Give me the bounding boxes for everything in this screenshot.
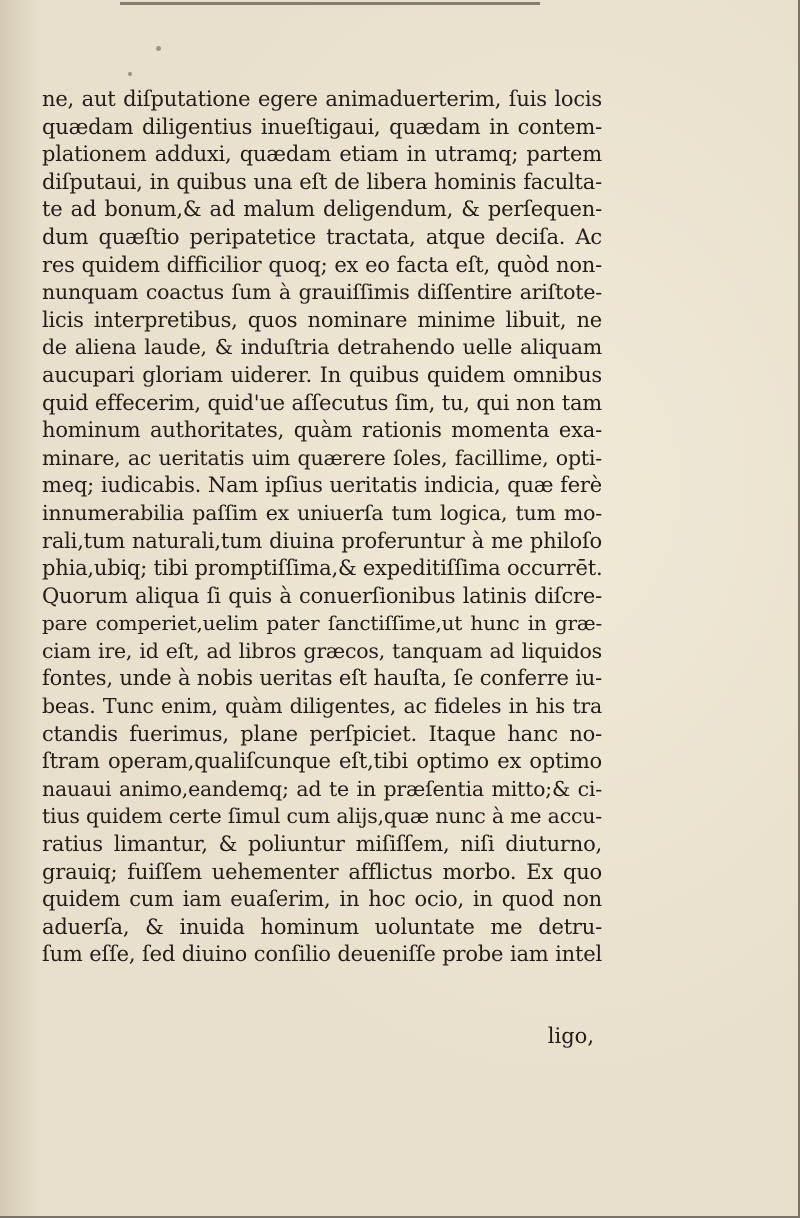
text-line: aucupari gloriam uiderer. In quibus quidem omnibus	[42, 362, 602, 387]
text-line: diſputaui, in quibus una eſt de libera hominis faculta-	[42, 169, 602, 194]
text-line: meq; iudicabis. Nam ipſius ueritatis indicia, quæ ferè	[42, 473, 602, 498]
body-text	[42, 86, 602, 969]
text-line: tius quidem certe ſimul cum alijs,quæ nunc à me accu-	[42, 804, 602, 829]
text-line: pare comperiet,uelim pater ſanctiſſime,ut hunc in græ-	[42, 611, 602, 636]
text-line: fontes, unde à nobis ueritas eſt hauſta, ſe conferre iu-	[42, 666, 602, 691]
ink-speck	[156, 46, 161, 51]
text-line: Quorum aliqua ſi quis à conuerſionibus latinis diſcre-	[42, 583, 602, 608]
top-edge-rule	[120, 2, 540, 5]
text-line: innumerabilia paſſim ex uniuerſa tum logica, tum mo-	[42, 500, 602, 525]
text-line: ctandis fuerimus, plane perſpiciet. Itaque hanc no-	[42, 721, 602, 746]
text-line: phia,ubiq; tibi promptiſſima,& expeditiſſima occurrēt.	[42, 556, 603, 581]
text-line: ſum eſſe, ſed diuino conſilio deueniſſe probe iam intel	[42, 942, 602, 967]
text-line: aduerſa, & inuida hominum uoluntate me detru-	[42, 914, 602, 939]
text-line: dum quæſtio peripatetice tractata, atque deciſa. Ac	[42, 224, 602, 249]
text-line: plationem adduxi, quædam etiam in utramq; partem	[42, 142, 602, 167]
text-line: ſtram operam,qualiſcunque eſt,tibi optimo ex optimo	[42, 749, 602, 774]
text-line: rali,tum naturali,tum diuina proferuntur à me philoſo	[42, 528, 602, 553]
text-line: minare, ac ueritatis uim quærere ſoles, facillime, opti-	[42, 445, 602, 470]
text-line: grauiq; fuiſſem uehementer afflictus morbo. Ex quo	[42, 859, 602, 884]
text-line: quidem cum iam euaſerim, in hoc ocio, in quod non	[42, 887, 602, 912]
text-line: te ad bonum,& ad malum deligendum, & perſequen-	[42, 197, 602, 222]
text-line: de aliena laude, & induſtria detrahendo uelle aliquam	[42, 335, 602, 360]
text-line: nunquam coactus ſum à grauiſſimis diſſentire ariſtote-	[42, 280, 602, 305]
text-line: ciam ire, id eſt, ad libros græcos, tanquam ad liquidos	[42, 638, 602, 663]
text-line: ratius limantur, & poliuntur miſiſſem, niſi diuturno,	[42, 832, 602, 857]
catchword: ligo,	[547, 1024, 594, 1048]
text-line: ne, aut diſputatione egere animaduerterim, ſuis locis	[42, 87, 602, 111]
text-line: nauaui animo,eandemq; ad te in præſentia mitto;& ci-	[42, 776, 602, 801]
text-line: beas. Tunc enim, quàm diligentes, ac fideles in his tra	[42, 694, 602, 719]
text-line: hominum authoritates, quàm rationis momenta exa-	[42, 418, 602, 443]
text-line: res quidem difficilior quoq; ex eo facta eſt, quòd non-	[42, 252, 602, 277]
ink-speck	[128, 72, 132, 76]
text-line: licis interpretibus, quos nominare minime libuit, ne	[42, 307, 602, 332]
text-line: quædam diligentius inueſtigaui, quædam in contem-	[42, 114, 602, 139]
text-line: quid effecerim, quid'ue aſſecutus ſim, tu, qui non tam	[42, 390, 602, 415]
